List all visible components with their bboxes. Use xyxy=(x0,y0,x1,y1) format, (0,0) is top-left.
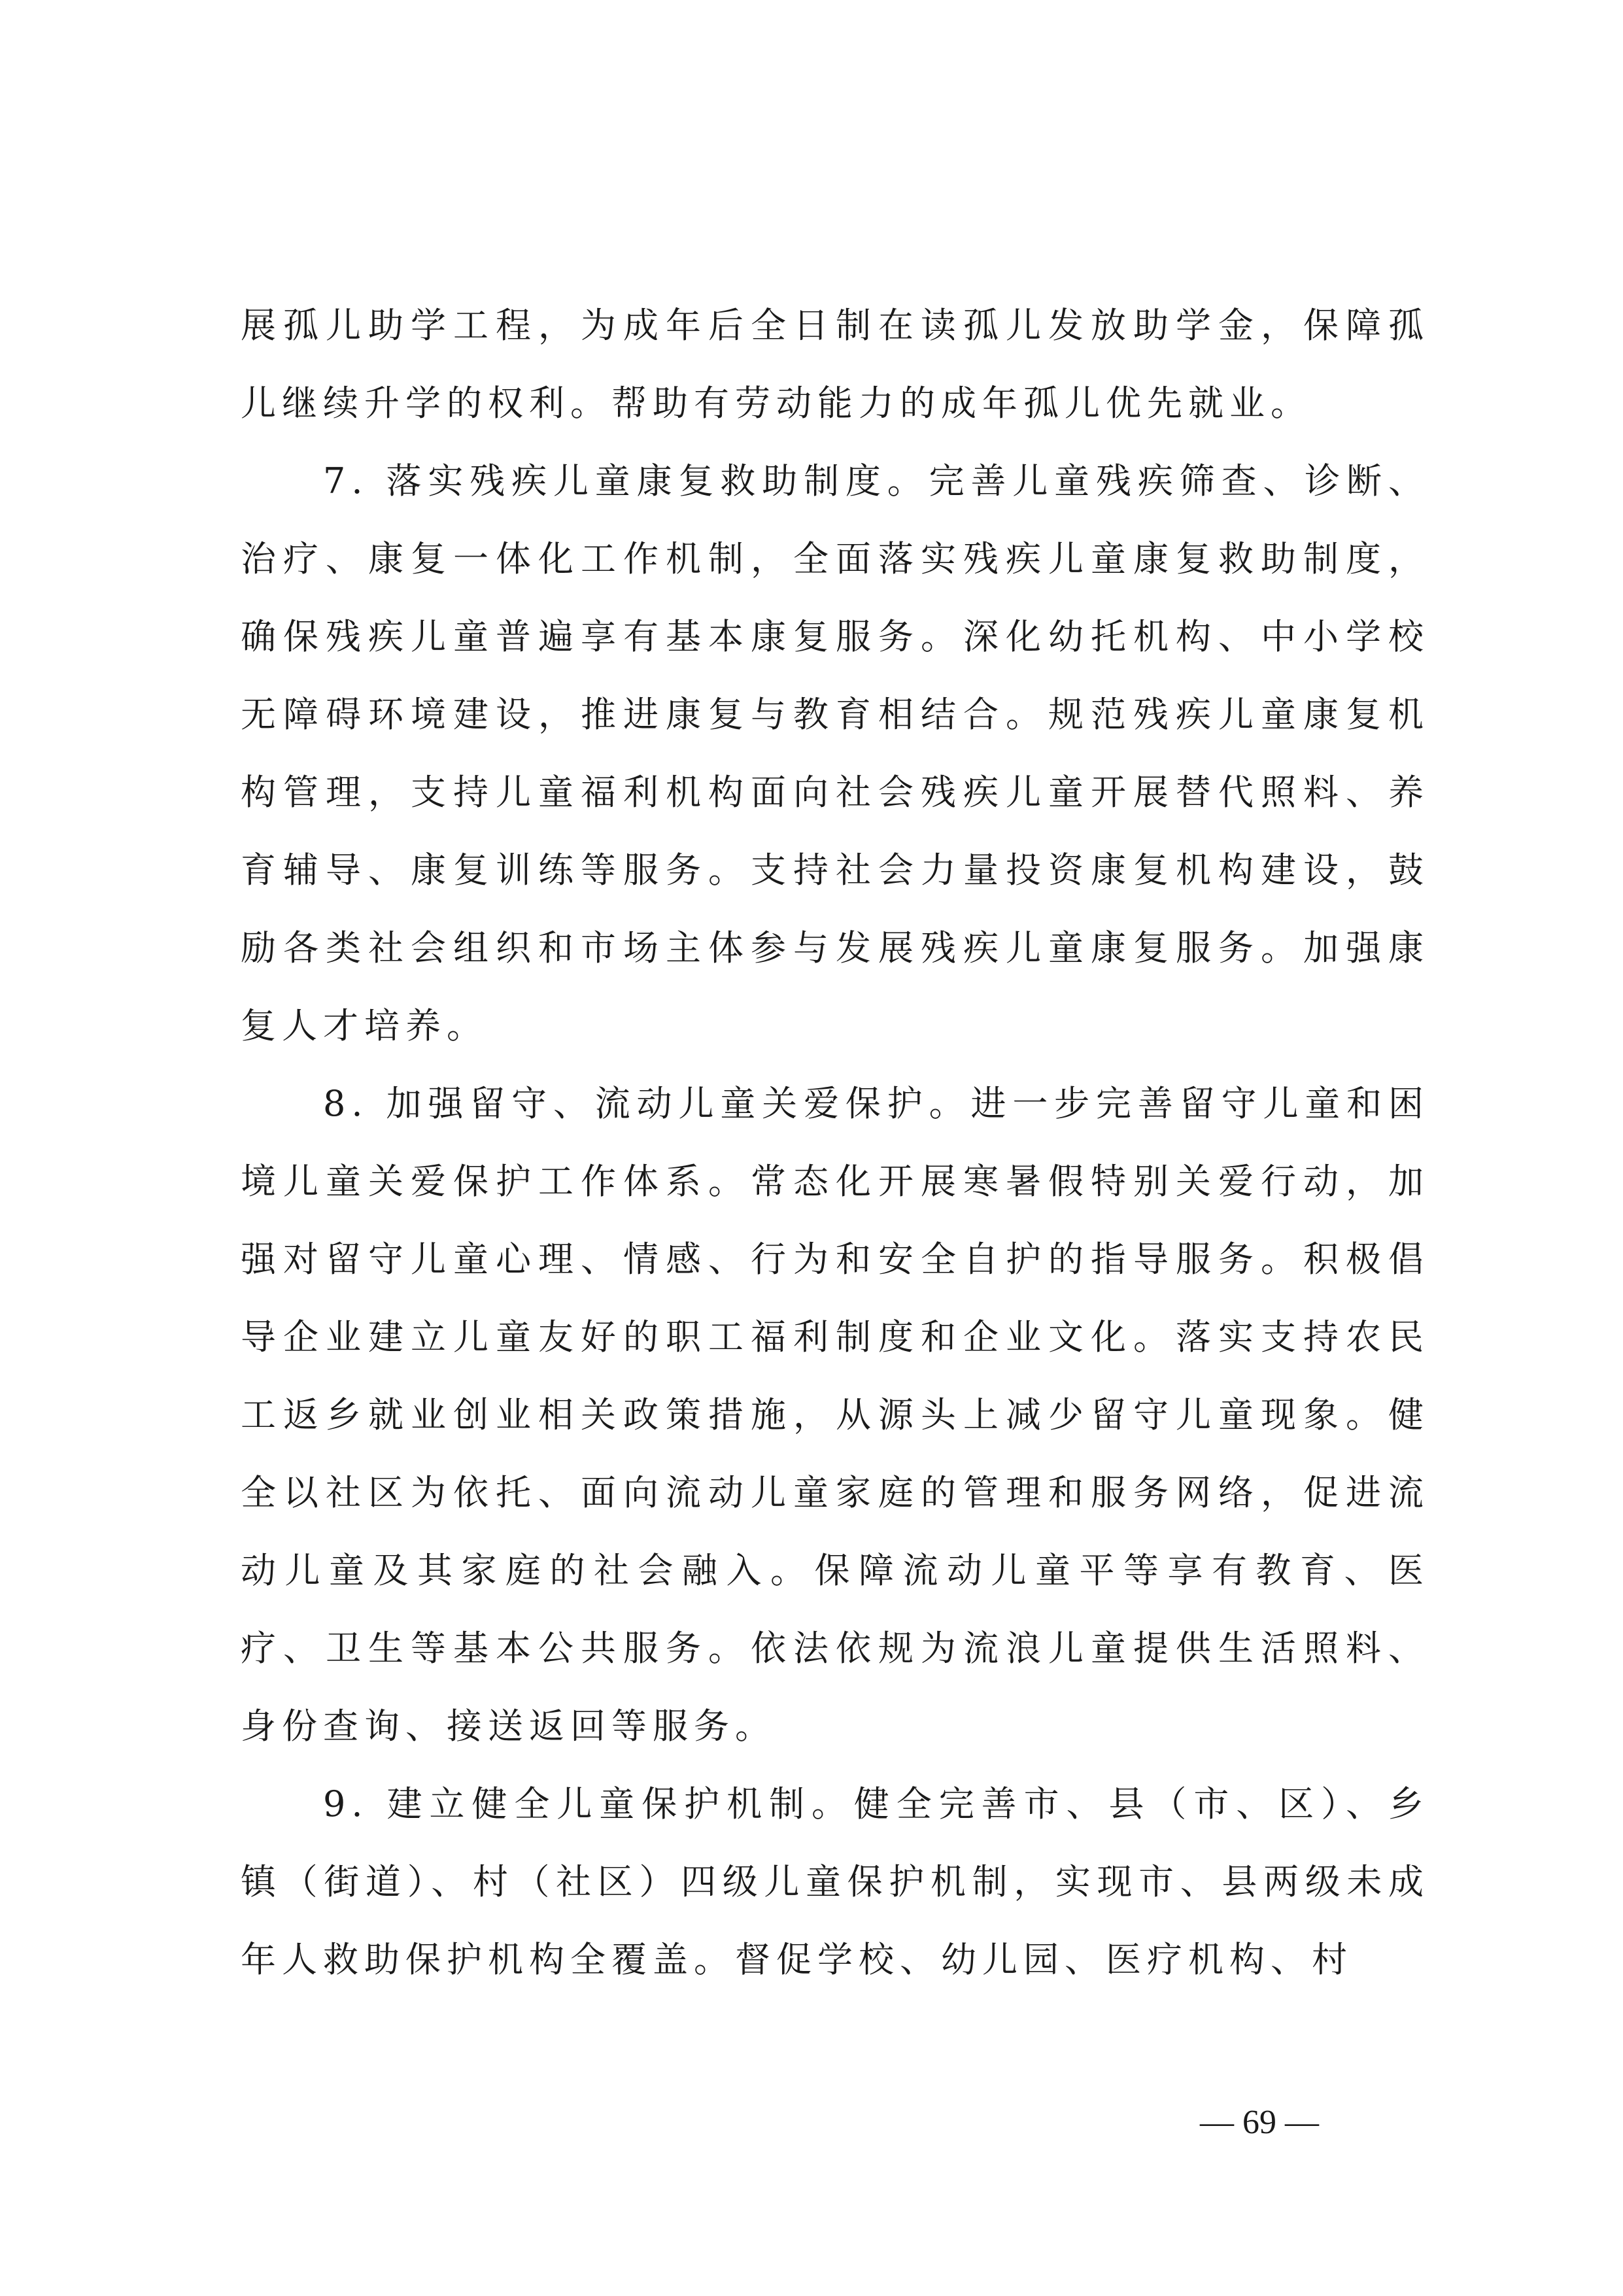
paragraph-child-protection-mechanism: 9. 建立健全儿童保护机制。健全完善市、县（市、区）、乡镇（街道）、村（社区）四级儿童保护机制，实现市、县两级未成年人救助保护机构全覆盖。督促学校、幼儿园、医疗机构、村 xyxy=(241,1783,1429,1980)
paragraph-disabled-children-rehabilitation: 7. 落实残疾儿童康复救助制度。完善儿童残疾筛查、诊断、治疗、康复一体化工作机制，全面落实残疾儿童康复救助制度，确保残疾儿童普遍享有基本康复服务。深化幼托机构、中小学校无障碍环境建设，推进康复与教育相结合。规范残疾儿童康复机构管理，支持儿童福利机构面向社会残疾儿童开展替代照料、养育辅导、康复训练等服务。支持社会力量投资康复机构建设，鼓励各类社会组织和市场主体参与发展残疾儿童康复服务。加强康复人才培养。 xyxy=(241,460,1429,1046)
body-text xyxy=(241,286,1429,1998)
paragraph-orphan-support-continued: 展孤儿助学工程，为成年后全日制在读孤儿发放助学金，保障孤儿继续升学的权利。帮助有劳动能力的成年孤儿优先就业。 xyxy=(241,305,1429,424)
paragraph-left-behind-migrant-children: 8. 加强留守、流动儿童关爱保护。进一步完善留守儿童和困境儿童关爱保护工作体系。常态化开展寒暑假特别关爱行动，加强对留守儿童心理、情感、行为和安全自护的指导服务。积极倡导企业建立儿童友好的职工福利制度和企业文化。落实支持农民工返乡就业创业相关政策措施，从源头上减少留守儿童现象。健全以社区为依托、面向流动儿童家庭的管理和服务网络，促进流动儿童及其家庭的社会融入。保障流动儿童平等享有教育、医疗、卫生等基本公共服务。依法依规为流浪儿童提供生活照料、身份查询、接送返回等服务。 xyxy=(241,1083,1429,1747)
page-number: — 69 — xyxy=(1200,2104,1319,2141)
